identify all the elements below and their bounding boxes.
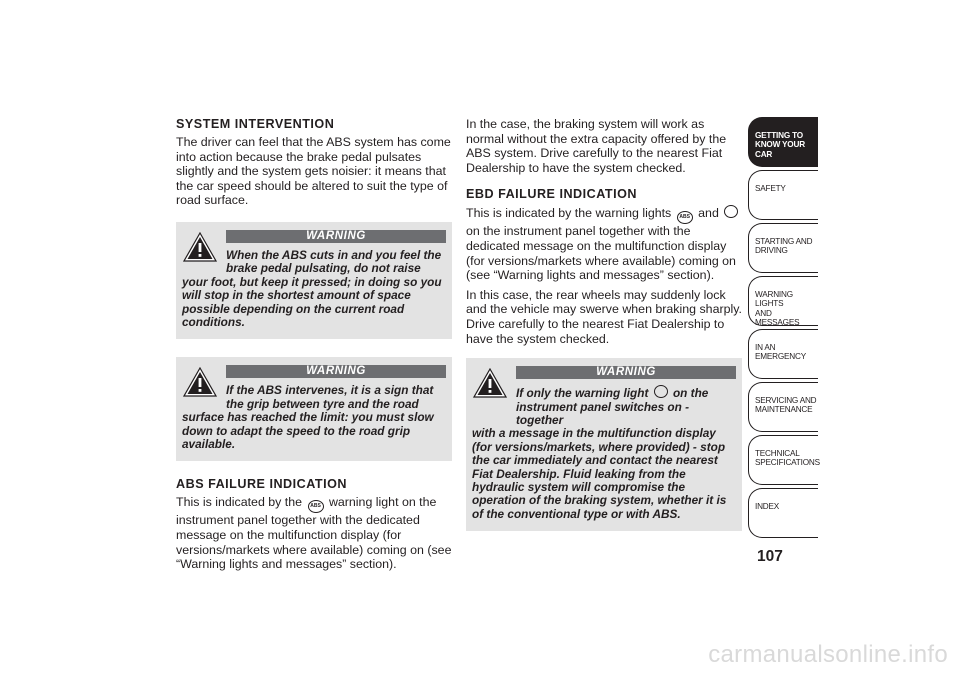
warning-triangle-icon [473,368,507,398]
warning-text-rest: your foot, but keep it pressed; in doing so you will stop in the shortest amount of space possible depending on the current road conditions. [182,274,442,329]
tab-starting-and-driving[interactable] [748,223,818,273]
warning-box-abs-intervenes [176,357,452,461]
tab-label-line2: SPECIFICATIONS [755,458,820,468]
tab-technical-specifications[interactable] [748,435,818,485]
warning-text-lead [472,385,736,427]
right-column [466,117,742,543]
tab-label-line1: WARNING LIGHTS [755,290,793,309]
tab-label-line1: IN AN EMERGENCY [755,343,806,362]
ebd-body-end: on the instrument panel together with the dedicated message on the multifunction display (for versions/markets where available) coming on (see “Warning lights and messages” section). [466,224,736,283]
warning-text [182,384,446,451]
abs-failure-body [176,495,452,571]
tab-safety[interactable] [748,170,818,220]
warning-triangle-icon [183,232,217,262]
tab-servicing-and-maintenance[interactable] [748,382,818,432]
tab-label-line1: GETTING TO [755,131,803,140]
warning-label: WARNING [226,230,446,243]
system-intervention-body: The driver can feel that the ABS system has come into action because the brake pedal pulsates slightly and the system gets noisier: it means that the car speed should be altered to suit the type of road surface. [176,135,451,208]
abs-failure-continued: In the case, the braking system will work as normal without the extra capacity offered by the ABS system. Drive carefully to the nearest Fiat Dealership to have the system checked. [466,117,727,175]
ebd-failure-heading: EBD FAILURE INDICATION [466,187,637,202]
tab-label-line1: STARTING AND [755,237,813,246]
page-number: 107 [757,548,783,565]
abs-failure-body-end: warning light on the instrument panel together with the dedicated message on the multifunction display (for versions/markets where available) coming on (see “Warning lights and messages” section). [176,495,452,572]
warning-text-rest: with a message in the multifunction display (for versions/markets, where provided) - stop the car immediately and contact the nearest Fiat Dealership. Fluid leaking from the hydraulic system will compromise the operation of the braking system, whether it is of the conventional type or with ABS. [472,426,727,521]
system-intervention-heading: SYSTEM INTERVENTION [176,117,335,131]
warning-text-lead: When the ABS cuts in and you feel the brake pedal pulsating, do not raise [226,247,442,276]
ebd-body-start: This is indicated by the warning lights [466,206,672,221]
warning-lead-start: If only the warning light [516,386,649,401]
ebd-failure-consequence: In this case, the rear wheels may suddenly lock and the vehicle may swerve when braking sharply. Drive carefully to the nearest Fiat Dealership to have the system checked. [466,287,742,346]
tab-label-line1: SAFETY [755,184,786,193]
warning-text-lead: If the ABS intervenes, it is a sign that the grip between tyre and the road [226,383,434,411]
tab-label-line1: INDEX [755,502,780,511]
warning-box-abs-cuts-in [176,222,452,339]
warning-text [472,385,736,521]
chapter-tabs [748,117,818,541]
tab-index[interactable] [748,488,818,538]
tab-getting-to-know-your-car[interactable] [748,117,818,167]
tab-in-an-emergency[interactable] [748,329,818,379]
ebd-failure-body [466,205,742,282]
warning-text [182,249,446,329]
abs-warning-light-icon: ABS [677,211,693,224]
tab-label-line2: AND MESSAGES [755,308,800,328]
brake-warning-light-icon [724,205,738,218]
warning-triangle-icon [183,367,217,397]
ebd-body-and: and [698,206,719,221]
abs-failure-heading: ABS FAILURE INDICATION [176,477,347,492]
warning-text-rest: surface has reached the limit: you must slow down to adapt the speed to the road grip available. [182,410,434,452]
tab-label-line2: KNOW YOUR CAR [755,140,805,159]
warning-label: WARNING [226,365,446,378]
warning-box-brake-light [466,358,742,531]
tab-warning-lights-and-messages[interactable] [748,276,818,326]
warning-label: WARNING [516,366,736,379]
tab-label-line1: TECHNICAL [755,449,800,458]
tab-label-line2: DRIVING [755,246,788,256]
abs-failure-body-start: This is indicated by the [176,495,303,510]
brake-warning-light-icon [654,385,668,398]
warning-lead-end: on the instrument panel switches on - together [516,386,709,427]
tab-label-line1: SERVICING AND [755,396,817,405]
left-column [176,117,452,577]
abs-warning-light-icon: ABS [308,500,324,513]
tab-label-line2: MAINTENANCE [755,405,813,415]
watermark: carmanualsonline.info [708,641,948,668]
